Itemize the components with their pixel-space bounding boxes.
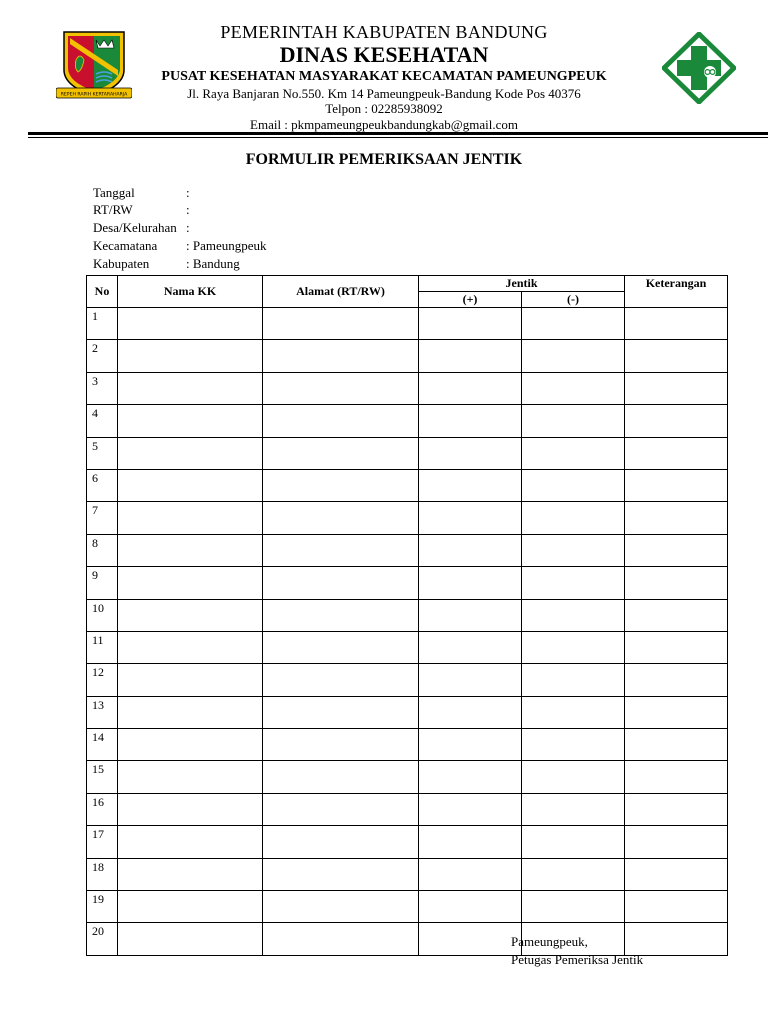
cell-keterangan[interactable] (625, 761, 728, 793)
cell-keterangan[interactable] (625, 631, 728, 663)
table-row (87, 340, 728, 372)
row-number: 13 (87, 696, 118, 728)
cell-jentik-positive[interactable] (419, 891, 522, 923)
cell-alamat[interactable] (263, 599, 419, 631)
row-number: 9 (87, 567, 118, 599)
header-divider-thick (28, 132, 768, 135)
cell-keterangan[interactable] (625, 469, 728, 501)
cell-alamat[interactable] (263, 729, 419, 761)
cell-keterangan[interactable] (625, 826, 728, 858)
cell-jentik-negative[interactable] (522, 502, 625, 534)
header-keterangan: Keterangan (625, 276, 728, 308)
government-name: PEMERINTAH KABUPATEN BANDUNG (220, 22, 548, 42)
cell-nama-kk[interactable] (118, 631, 263, 663)
row-number: 17 (87, 826, 118, 858)
cell-keterangan[interactable] (625, 437, 728, 469)
cell-keterangan[interactable] (625, 502, 728, 534)
cell-nama-kk[interactable] (118, 567, 263, 599)
cell-nama-kk[interactable] (118, 891, 263, 923)
row-number: 12 (87, 664, 118, 696)
header-divider-thin (28, 137, 768, 138)
cell-jentik-negative[interactable] (522, 858, 625, 890)
table-row (87, 599, 728, 631)
field-value: : (186, 185, 190, 200)
row-number: 5 (87, 437, 118, 469)
cell-jentik-negative[interactable] (522, 631, 625, 663)
cell-jentik-negative[interactable] (522, 696, 625, 728)
cell-nama-kk[interactable] (118, 372, 263, 404)
cell-nama-kk[interactable] (118, 340, 263, 372)
cell-alamat[interactable] (263, 469, 419, 501)
address-line: Jl. Raya Banjaran No.550. Km 14 Pameungpeuk-Bandung Kode Pos 40376 (187, 86, 581, 101)
cell-keterangan[interactable] (625, 308, 728, 340)
cell-jentik-positive[interactable] (419, 502, 522, 534)
row-number: 4 (87, 405, 118, 437)
field-value: : Pameungpeuk (186, 238, 267, 253)
cell-nama-kk[interactable] (118, 502, 263, 534)
table-row (87, 534, 728, 566)
cell-jentik-positive[interactable] (419, 696, 522, 728)
cell-jentik-positive[interactable] (419, 534, 522, 566)
cell-jentik-positive[interactable] (419, 469, 522, 501)
cell-nama-kk[interactable] (118, 826, 263, 858)
cell-keterangan[interactable] (625, 696, 728, 728)
row-number: 11 (87, 631, 118, 663)
cell-nama-kk[interactable] (118, 405, 263, 437)
cell-nama-kk[interactable] (118, 437, 263, 469)
health-center-name: PUSAT KESEHATAN MASYARAKAT KECAMATAN PAMEUNGPEUK (161, 69, 607, 84)
table-row (87, 308, 728, 340)
row-number: 20 (87, 923, 118, 955)
cell-jentik-negative[interactable] (522, 340, 625, 372)
row-number: 7 (87, 502, 118, 534)
cell-jentik-positive[interactable] (419, 599, 522, 631)
cell-jentik-negative[interactable] (522, 891, 625, 923)
table-row (87, 923, 728, 955)
cell-nama-kk[interactable] (118, 729, 263, 761)
cell-jentik-positive[interactable] (419, 405, 522, 437)
cell-jentik-negative[interactable] (522, 469, 625, 501)
cell-jentik-positive[interactable] (419, 437, 522, 469)
header-jentik: Jentik (419, 276, 625, 292)
email-line: Email : pkmpameungpeukbandungkab@gmail.com (250, 117, 518, 132)
cell-nama-kk[interactable] (118, 793, 263, 825)
row-number: 10 (87, 599, 118, 631)
cell-nama-kk[interactable] (118, 696, 263, 728)
table-row (87, 567, 728, 599)
cell-jentik-negative[interactable] (522, 826, 625, 858)
field-value: : (186, 220, 190, 235)
field-label: Kecamatana (93, 238, 158, 253)
cell-alamat[interactable] (263, 308, 419, 340)
header-jentik-negative: (-) (522, 292, 625, 308)
cell-nama-kk[interactable] (118, 599, 263, 631)
table-row (87, 631, 728, 663)
cell-keterangan[interactable] (625, 793, 728, 825)
cell-alamat[interactable] (263, 923, 419, 955)
inspection-table (86, 275, 728, 956)
cell-jentik-negative[interactable] (522, 308, 625, 340)
row-number: 2 (87, 340, 118, 372)
table-row (87, 891, 728, 923)
table-row (87, 664, 728, 696)
cell-jentik-positive[interactable] (419, 826, 522, 858)
header-jentik-positive: (+) (419, 292, 522, 308)
phone-line: Telpon : 02285938092 (325, 101, 443, 116)
cell-jentik-positive[interactable] (419, 664, 522, 696)
department-name: DINAS KESEHATAN (279, 42, 489, 67)
cell-jentik-negative[interactable] (522, 793, 625, 825)
cell-alamat[interactable] (263, 437, 419, 469)
cell-alamat[interactable] (263, 761, 419, 793)
cell-nama-kk[interactable] (118, 858, 263, 890)
cell-jentik-negative[interactable] (522, 437, 625, 469)
cell-alamat[interactable] (263, 664, 419, 696)
row-number: 6 (87, 469, 118, 501)
cell-nama-kk[interactable] (118, 761, 263, 793)
field-label: Desa/Kelurahan (93, 220, 177, 235)
cell-jentik-positive[interactable] (419, 631, 522, 663)
table-row (87, 502, 728, 534)
row-number: 18 (87, 858, 118, 890)
cell-alamat[interactable] (263, 793, 419, 825)
row-number: 8 (87, 534, 118, 566)
table-row (87, 469, 728, 501)
table-row (87, 437, 728, 469)
cell-jentik-positive[interactable] (419, 761, 522, 793)
table-row (87, 761, 728, 793)
cell-alamat[interactable] (263, 372, 419, 404)
cell-alamat[interactable] (263, 340, 419, 372)
cell-alamat[interactable] (263, 826, 419, 858)
cell-jentik-positive[interactable] (419, 793, 522, 825)
cell-keterangan[interactable] (625, 891, 728, 923)
cell-alamat[interactable] (263, 534, 419, 566)
header-no: No (87, 276, 118, 308)
cell-jentik-negative[interactable] (522, 534, 625, 566)
header-nama-kk: Nama KK (118, 276, 263, 308)
cell-alamat[interactable] (263, 858, 419, 890)
signature-place: Pameungpeuk, (511, 934, 588, 949)
cell-jentik-positive[interactable] (419, 729, 522, 761)
cell-nama-kk[interactable] (118, 664, 263, 696)
field-label: Tanggal (93, 185, 135, 200)
cell-jentik-positive[interactable] (419, 858, 522, 890)
cell-jentik-negative[interactable] (522, 372, 625, 404)
cell-jentik-negative[interactable] (522, 664, 625, 696)
table-row (87, 793, 728, 825)
row-number: 19 (87, 891, 118, 923)
cell-jentik-negative[interactable] (522, 729, 625, 761)
cell-jentik-positive[interactable] (419, 567, 522, 599)
table-row (87, 729, 728, 761)
field-label: Kabupaten (93, 256, 150, 271)
table-row (87, 858, 728, 890)
cell-keterangan[interactable] (625, 372, 728, 404)
cell-keterangan[interactable] (625, 567, 728, 599)
cell-alamat[interactable] (263, 696, 419, 728)
cell-nama-kk[interactable] (118, 534, 263, 566)
cell-nama-kk[interactable] (118, 308, 263, 340)
cell-alamat[interactable] (263, 567, 419, 599)
cell-jentik-positive[interactable] (419, 372, 522, 404)
row-number: 1 (87, 308, 118, 340)
field-value: : (186, 202, 190, 217)
table-row (87, 826, 728, 858)
cell-alamat[interactable] (263, 891, 419, 923)
cell-alamat[interactable] (263, 502, 419, 534)
cell-keterangan[interactable] (625, 340, 728, 372)
cell-nama-kk[interactable] (118, 923, 263, 955)
table-row (87, 372, 728, 404)
field-label: RT/RW (93, 202, 133, 217)
cell-keterangan[interactable] (625, 664, 728, 696)
row-number: 16 (87, 793, 118, 825)
row-number: 15 (87, 761, 118, 793)
row-number: 3 (87, 372, 118, 404)
cell-jentik-positive[interactable] (419, 308, 522, 340)
cell-jentik-negative[interactable] (522, 567, 625, 599)
cell-jentik-positive[interactable] (419, 923, 522, 955)
cell-keterangan[interactable] (625, 599, 728, 631)
cell-keterangan[interactable] (625, 923, 728, 955)
row-number: 14 (87, 729, 118, 761)
form-title: FORMULIR PEMERIKSAAN JENTIK (245, 151, 523, 168)
cell-jentik-negative[interactable] (522, 599, 625, 631)
cell-jentik-negative[interactable] (522, 405, 625, 437)
field-value: : Bandung (186, 256, 240, 271)
cell-nama-kk[interactable] (118, 469, 263, 501)
signature-role: Petugas Pemeriksa Jentik (511, 952, 644, 967)
cell-alamat[interactable] (263, 631, 419, 663)
logo-ribbon-text: REPEH RAPIH KERTARAHARJA (60, 92, 128, 98)
cell-keterangan[interactable] (625, 729, 728, 761)
cell-keterangan[interactable] (625, 858, 728, 890)
table-row (87, 696, 728, 728)
header-alamat: Alamat (RT/RW) (263, 276, 419, 308)
cell-jentik-negative[interactable] (522, 761, 625, 793)
cell-keterangan[interactable] (625, 534, 728, 566)
table-row (87, 405, 728, 437)
cell-keterangan[interactable] (625, 405, 728, 437)
cell-jentik-positive[interactable] (419, 340, 522, 372)
cell-alamat[interactable] (263, 405, 419, 437)
